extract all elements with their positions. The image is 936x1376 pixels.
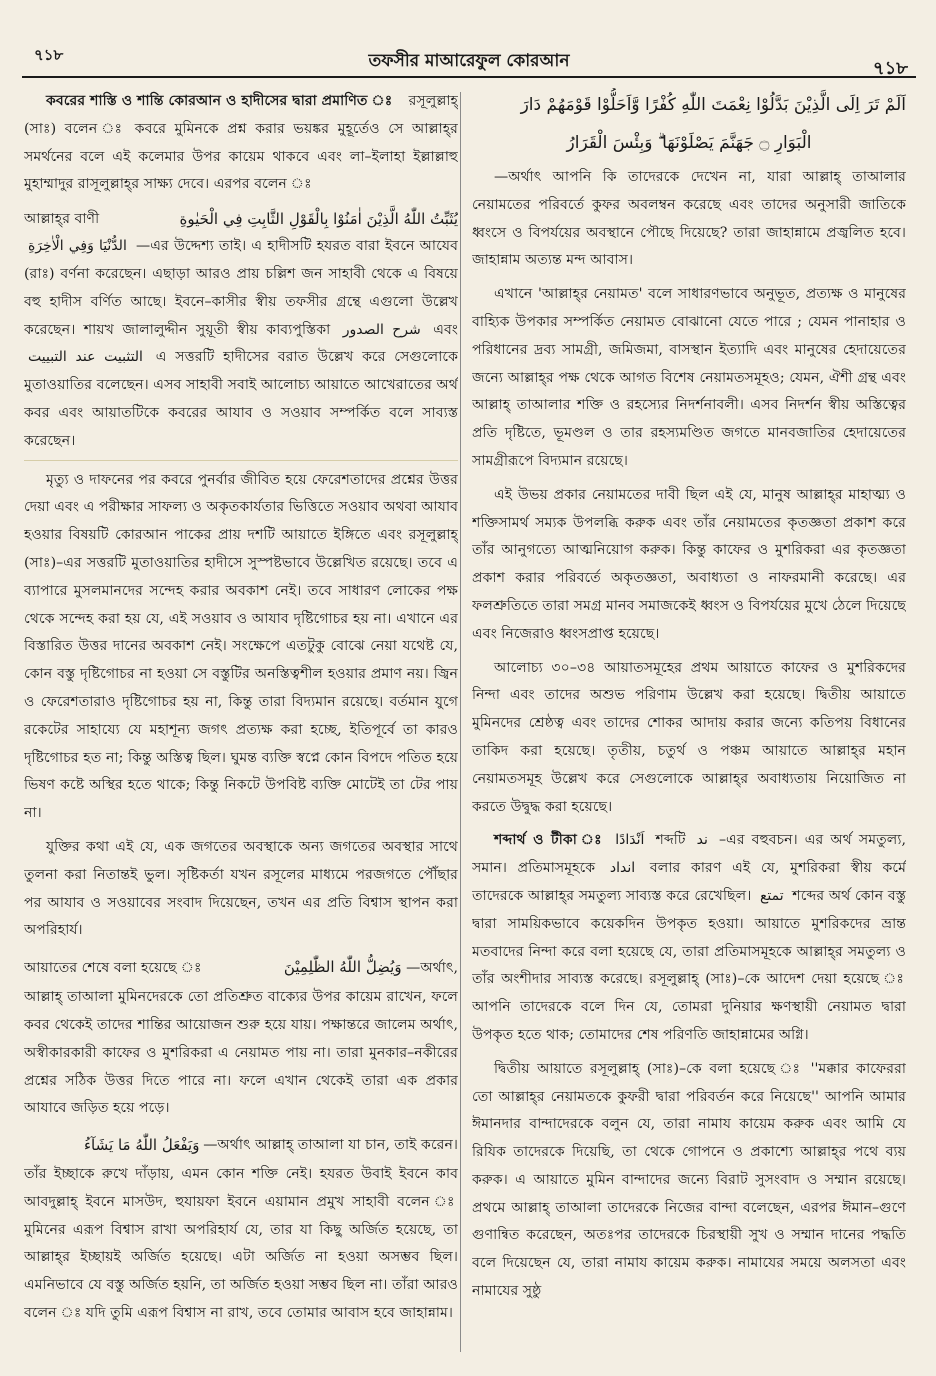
verse-reference-row: [24, 951, 458, 984]
right-column: [472, 88, 906, 1368]
right-paragraph-3: এই উভয় প্রকার নেয়ামতের দাবী ছিল এই যে, মানুষ আল্লাহ্‌র মাহাত্ম্য ও শক্তিসামর্থ সম্যক উপলব্ধি করুক এবং তাঁর নেয়ামতের কৃতজ্ঞতা প্রকাশ করে তাঁর আনুগত্যে আত্মনিয়োগ করুক। কিন্তু কাফের ও মুশরিকরা এর কৃতজ্ঞতা প্রকাশ করার পরিবর্তে অকৃতজ্ঞতা, অবাধ্যতা ও নাফরমানী করেছে। এর ফলশ্রুতিতে তারা সমগ্র মানব সমাজকেই ধ্বংস ও বিপর্যয়ের মুখে ঠেলে দিয়েছে এবং নিজেরাও ধ্বংসপ্রাপ্ত হয়েছে।: [472, 486, 906, 642]
verse-tail: —অর্থাৎ,: [406, 960, 458, 977]
arabic-verse-line-2: الْبَوَارِ ۝ جَهَنَّمَ يَصْلَوْنَهَا ۗ وَبِئْسَ الْقَرَارُ: [566, 133, 812, 153]
arabic-word: انداد: [609, 860, 636, 877]
paragraph-text: শব্দের অর্থ কোন বস্তু দ্বারা সাময়িকভাবে কয়েকদিন উপকৃত হওয়া। আয়াতে মুশরিকদের ভ্রান্ত মতবাদের নিন্দা করে বলা হয়েছে যে, তারা প্রতিমাসমূহকে আল্লাহ্‌র সমতুল্য ও তাঁর অংশীদার সাব্যস্ত করেছে। রসূলুল্লাহ্ (সাঃ)–কে আদেশ দেয়া হয়েছে ঃ আপনি তাদেরকে বলে দিন যে, তোমরা দুনিয়ার ক্ষণস্থায়ী নেয়ামত দ্বারা উপকৃত হতে থাক; তোমাদের শেষ পরিণতি জাহান্নামের অগ্নি।: [472, 887, 906, 1043]
right-paragraph-5: [472, 827, 906, 1049]
paragraph-text: —এর উদ্দেশ্য তাই। এ হাদীসটি হযরত বারা ইবনে আযেব (রাঃ) বর্ণনা করেছেন। এছাড়া আরও প্রায় চল্লিশ জন সাহাবী থেকে এ বিষয়ে বহু হাদীস বর্ণিত আছে। ইবনে–কাসীর স্বীয় তফসীর গ্রন্থে এগুলো উল্লেখ করেছেন। শায়খ জালালুদ্দীন সুয়ূতী স্বীয় কাব্যপুস্তিকা: [24, 238, 458, 338]
header-rule: [22, 76, 916, 78]
arabic-verse-line-1: اَلَمْ تَرَ اِلَى الَّذِيْنَ بَدَّلُوْا نِعْمَتَ اللّٰهِ كُفْرًا وَّاَحَلُّوْا قَوْمَهُمْ دَارَ: [520, 95, 906, 115]
left-paragraph-2: মৃত্যু ও দাফনের পর কবরে পুনর্বার জীবিত হয়ে ফেরেশতাদের প্রশ্নের উত্তর দেয়া এবং এ পরীক্ষার সাফল্য ও অকৃতকার্যতার ভিত্তিতে সওয়াব অথবা আযাব হওয়ার বিষয়টি কোরআন পাকের প্রায় দশটি আয়াতে ইঙ্গিতে এবং রসূলুল্লাহ্ (সাঃ)–এর সত্তরটি মুতাওয়াতির হাদীসে সুস্পষ্টভাবে উল্লেখিত রয়েছে। তবে এ ব্যাপারে মুসলমানদের সন্দেহ করার অবকাশ নেই। তবে সাধারণ লোকের পক্ষ থেকে সন্দেহ করা হয় যে, এই সওয়াব ও আযাব দৃষ্টিগোচর হয় না। এখানে এর বিস্তারিত উত্তর দানের অবকাশ নেই। সংক্ষেপে এতটুকু বোঝে নেয়া যথেষ্ট যে, কোন বস্তু দৃষ্টিগোচর না হওয়া সে বস্তুটির অনস্তিত্বশীল হওয়ার প্রমাণ নয়। জ্বিন ও ফেরেশতারাও দৃষ্টিগোচর হয় না, কিন্তু তারা বিদ্যমান রয়েছে। বর্তমান যুগে রকেটের সাহায্যে যে মহাশূন্য জগৎ প্রত্যক্ষ করা হচ্ছে, ইতিপূর্বে তা কারও দৃষ্টিগোচর হত না; কিন্তু অস্তিত্ব ছিল। ঘুমন্ত ব্যক্তি স্বপ্নে কোন বিপদে পতিত হয়ে ভিষণ কষ্টে অস্থির হতে থাকে; কিন্তু নিকটে উপবিষ্ট ব্যক্তি মোটেই তা টের পায় না।: [24, 471, 458, 822]
arabic-verse: يُثَبِّتُ اللّٰهُ الَّذِيْنَ اٰمَنُوْا بِالْقَوْلِ الثَّابِتِ فِي الْحَيٰوةِ: [179, 210, 458, 229]
verse-lead: আয়াতের শেষে বলা হয়েছে ঃ: [24, 959, 202, 976]
paragraph-text: বলার কারণ এই যে, মুশরিকরা স্বীয় কর্মে তাদেরকে আল্লাহ্‌র সমতুল্য সাব্যস্ত করে রেখেছিল।: [472, 860, 906, 904]
left-paragraph-1-continued: [24, 233, 458, 460]
arabic-word: تمتع: [759, 887, 784, 904]
left-paragraph-5: তাঁর ইচ্ছাকে রুখে দাঁড়ায়, এমন কোন শক্তি নেই। হযরত উবাই ইবনে কাব আবদুল্লাহ্ ইবনে মাসউদ, হুযায়ফা ইবনে এয়ামান প্রমুখ সাহাবী বলেন ঃ মুমিনের এরূপ বিশ্বাস রাখা অপরিহার্য যে, তার যা কিছু অর্জিত হয়েছে, তা আল্লাহ্‌র ইচ্ছায়ই অর্জিত হয়েছে। এটা অর্জিত না হওয়া অসম্ভব ছিল। এমনিভাবে যে বস্তু অর্জিত হয়নি, তা অর্জিত হওয়া সম্ভব ছিল না। তাঁরা আরও বলেন ঃ যদি তুমি এরূপ বিশ্বাস না রাখ, তবে তোমার আবাস হবে জাহান্নাম।: [24, 1166, 458, 1322]
paragraph-text: এ সত্তরটি হাদীসের বরাত উল্লেখ করে সেগুলোকে মুতাওয়াতির বলেছেন। এসব সাহাবী সবাই আলোচ্য আয়াতে আখেরাতের অর্থ কবর এবং আয়াতটিকে কবরের আযাব ও সওয়াব সম্পর্কিত বলে সাব্যস্ত করেছেন।: [24, 349, 458, 449]
paragraph-text: রসূলুল্লাহ্ (সাঃ) বলেন ঃ কবরে মুমিনকে প্রশ্ন করার ভয়ঙ্কর মুহূর্তেও সে আল্লাহ্‌র সমর্থনের বলে এই কলেমার উপর কায়েম থাকবে এবং লা–ইলাহা ইল্লাল্লাহু মুহাম্মাদুর রাসূলুল্লাহ্‌র সাক্ষ্য দেবে। এরপর বলেন ঃ: [24, 93, 458, 193]
page-number-left: ৭১৮: [34, 46, 64, 64]
right-paragraph-2: এখানে 'আল্লাহ্‌র নেয়ামত' বলে সাধারণভাবে অনুভূত, প্রত্যক্ষ ও মানুষের বাহ্যিক উপকার সম্পর্কিত নেয়ামত বোঝানো যেতে পারে ; যেমন পানাহার ও পরিধানের দ্রব্য সামগ্রী, জমিজমা, বাসস্থান ইত্যাদি এবং মানুষের হেদায়েতের জন্যে আল্লাহ্‌র পক্ষ থেকে আগত বিশেষ নেয়ামতসমূহও; যেমন, ঐশী গ্রন্থ এবং আল্লাহ্ তাআলার শক্তি ও রহস্যের নিদর্শনাবলী। এসব নিদর্শন স্বীয় অস্তিত্বের প্রতি দৃষ্টিতে, ভূমণ্ডল ও তার রহস্যমণ্ডিত জগতে মানবজাতির হেদায়েতের সামগ্রীরূপে বিদ্যমান রয়েছে।: [472, 286, 906, 469]
page-number-right: ৭১৮: [872, 58, 908, 79]
arabic-book-title: التثبيت عند التبييت: [28, 349, 143, 366]
column-divider: [460, 92, 461, 1352]
left-paragraph-3: যুক্তির কথা এই যে, এক জগতের অবস্থাকে অন্য জগতের অবস্থার সাথে তুলনা করা নিতান্তই ভুল। সৃষ্টিকর্তা যখন রসূলের মাধ্যমে পরজগতে পৌঁছার পর আযাব ও সওয়াবের সংবাদ দিয়েছেন, তখন এর প্রতি বিশ্বাস স্থাপন করা অপরিহার্য।: [24, 838, 458, 939]
quran-quote-row: [24, 205, 458, 233]
arabic-verse: وَيَفْعَلُ اللّٰهُ مَا يَشَآءُ: [84, 1136, 200, 1155]
page-header: [22, 40, 916, 79]
glossary-heading: শব্দার্থ ও টীকা ঃ: [494, 832, 605, 849]
book-title: তফসীর মাআরেফুল কোরআন: [368, 51, 570, 71]
verse-tail: —অর্থাৎ আল্লাহ্ তাআলা যা চান, তাই করেন।: [203, 1137, 458, 1154]
paragraph-text: –এর বহুবচন। এর অর্থ সমতুল্য, সমান। প্রতিমাসমূহকে: [472, 832, 906, 877]
arabic-verse: الدُّنْيَا وَفِي الْاٰخِرَةِ: [28, 238, 127, 255]
quote-label: আল্লাহ্‌র বাণী: [24, 211, 100, 228]
arabic-word: ند: [696, 832, 708, 849]
left-column: [24, 88, 458, 1368]
right-paragraph-4: আলোচ্য ৩০–৩৪ আয়াতসমূহের প্রথম আয়াতে কাফের ও মুশরিকদের নিন্দা এবং তাদের অশুভ পরিণাম উল্লেখ করা হয়েছে। দ্বিতীয় আয়াতে মুমিনদের শ্রেষ্ঠত্ব এবং তাদের শোকর আদায় করার জন্যে কতিপয় বিধানের তাকিদ করা হয়েছে। তৃতীয়, চতুর্থ ও পঞ্চম আয়াতে আল্লাহ্‌র মহান নেয়ামতসমূহ উল্লেখ করে সেগুলোকে আল্লাহ্‌র অবাধ্যতায় নিয়োজিত না করতে উদ্বুদ্ধ করা হয়েছে।: [472, 659, 906, 815]
right-paragraph-6: দ্বিতীয় আয়াতে রসূলুল্লাহ্ (সাঃ)–কে বলা হয়েছে ঃ ''মক্কার কাফেররা তো আল্লাহ্‌র নেয়ামতকে কুফরী দ্বারা পরিবর্তন করে নিয়েছে'' আপনি আমার ঈমানদার বান্দাদেরকে বলুন যে, তারা নামায কায়েম করুক এবং আমি যে রিযিক তাদেরকে দিয়েছি, তা থেকে গোপনে ও প্রকাশ্যে আল্লাহ্‌র পথে ব্যয় করুক। এ আয়াতে মুমিন বান্দাদের জন্যে বিরাট সুসংবাদ ও সম্মান রয়েছে। প্রথমে আল্লাহ্ তাআলা তাদেরকে নিজের বান্দা বলেছেন, এরপর ঈমান–গুণে গুণান্বিত করেছেন, অতঃপর তাদেরকে চিরস্থায়ী সুখ ও সম্মান দানের পদ্ধতি বলে দিয়েছেন যে, তারা নামায কায়েম করুক। নামাযের সময়ে অলসতা এবং নামাযের সুষ্ঠু: [472, 1060, 906, 1300]
right-paragraph-1: —অর্থাৎ আপনি কি তাদেরকে দেখেন না, যারা আল্লাহ্ তাআলার নেয়ামতের পরিবর্তে কুফর অবলম্বন করেছে এবং তাদের অনুসারী জাতিকে ধ্বংসে ও বিপর্যয়ের অবস্থানে পৌছে দিয়েছে? তারা জাহান্নামে প্রজ্বলিত হবে। জাহান্নাম অত্যন্ত মন্দ আবাস।: [472, 169, 906, 269]
arabic-book-title: شرح الصدور: [342, 321, 421, 338]
arabic-word: اَنْدَادًا: [615, 832, 645, 849]
left-paragraph-1: [24, 88, 458, 199]
conjunction: এবং: [433, 321, 458, 338]
verse-reference-row: [24, 1129, 458, 1161]
paragraph-text: শব্দটি: [655, 832, 686, 849]
section-heading: কবরের শাস্তি ও শান্তি কোরআন ও হাদীসের দ্বারা প্রমাণিত ঃ: [46, 93, 393, 109]
left-paragraph-4: আল্লাহ্ তাআলা মুমিনদেরকে তো প্রতিশ্রুত বাক্যের উপর কায়েম রাখেন, ফলে কবর থেকেই তাদের শান্তির আয়োজন শুরু হয়ে যায়। পক্ষান্তরে জালেম অর্থাৎ, অস্বীকারকারী কাফের ও মুশরিকরা এ নেয়ামত পায় না। তারা মুনকার–নকীরের প্রশ্নের সঠিক উত্তর দিতে পারে না। ফলে এখান থেকেই তারা এক প্রকার আযাবে জড়িত হয়ে পড়ে।: [24, 989, 458, 1117]
arabic-verse: وَيُضِلُّ اللّٰهُ الظّٰلِمِيْنَ: [283, 958, 402, 977]
